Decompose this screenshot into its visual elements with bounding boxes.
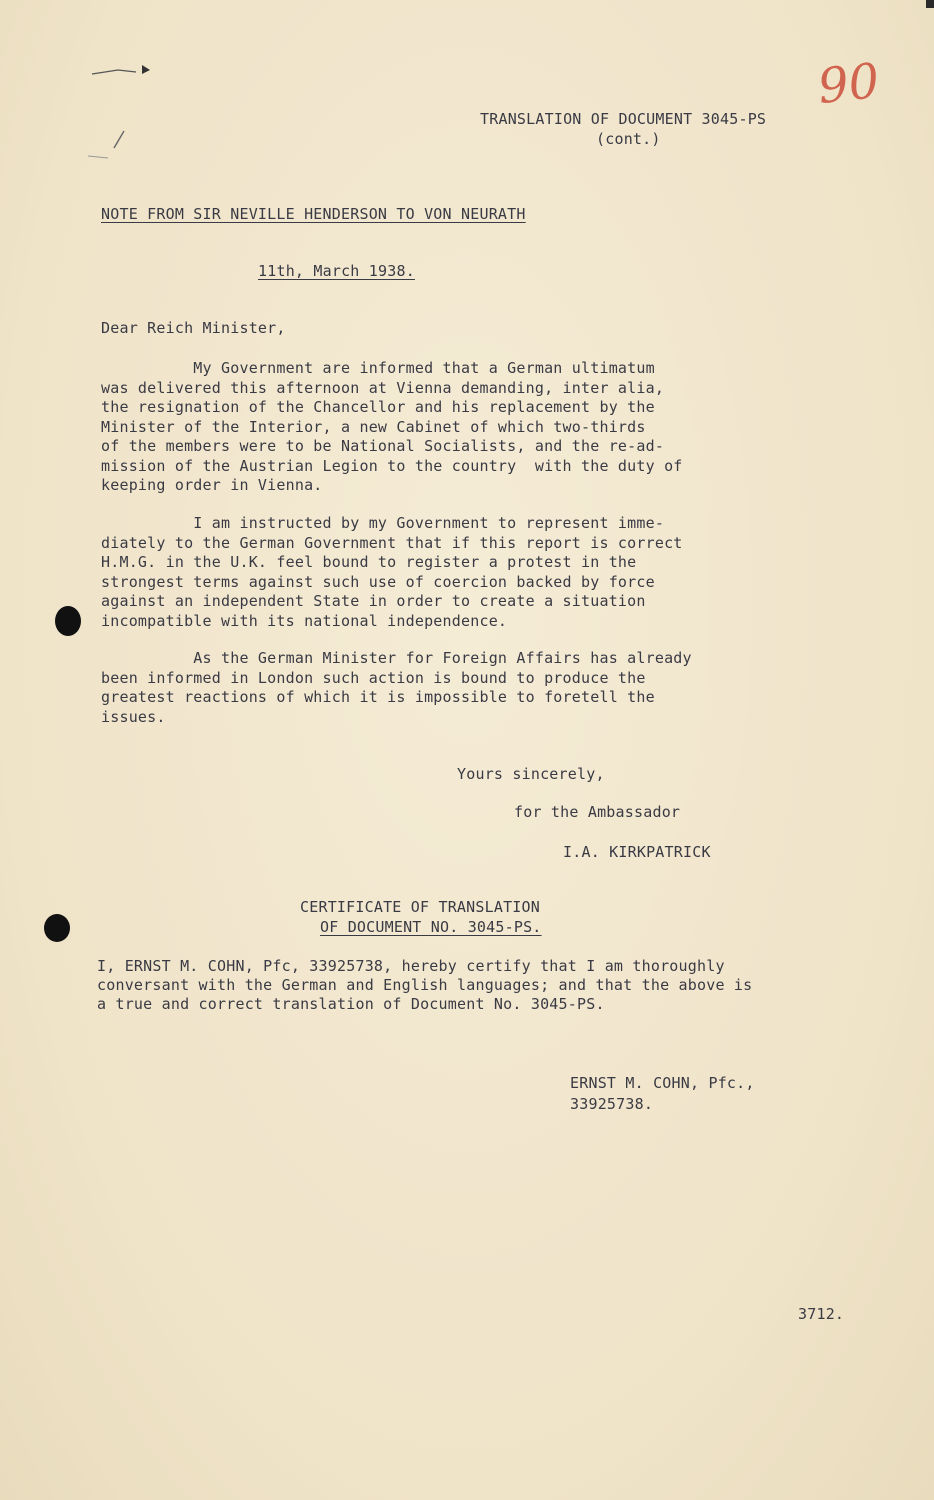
paragraph-line: diately to the German Government that if this report is correct — [101, 533, 683, 552]
corner-mark — [926, 0, 934, 8]
closing-yours: Yours sincerely, — [457, 765, 605, 783]
paragraph-line: greatest reactions of which it is impossible to foretell the — [101, 688, 655, 706]
certificate-title: CERTIFICATE OF TRANSLATION — [300, 898, 540, 916]
certificate-subtitle: OF DOCUMENT NO. 3045-PS. — [320, 918, 542, 936]
paragraph-line: mission of the Austrian Legion to the country with the duty of — [101, 456, 683, 475]
paragraph-line: H.M.G. in the U.K. feel bound to register a protest in the — [101, 553, 637, 571]
certificate-line: I, ERNST M. COHN, Pfc, 33925738, hereby certify that I am thoroughly — [97, 957, 725, 975]
paragraph-line: As the German Minister for Foreign Affairs has already — [101, 649, 692, 667]
page-number: 3712. — [798, 1305, 845, 1323]
paragraph-line: of the members were to be National Socialists, and the re-ad- — [101, 437, 665, 455]
closing-signatory: I.A. KIRKPATRICK — [563, 843, 711, 861]
certificate-line: a true and correct translation of Document No. 3045-PS. — [97, 995, 605, 1013]
closing-for: for the Ambassador — [514, 803, 681, 821]
header-title: TRANSLATION OF DOCUMENT 3045-PS — [480, 110, 767, 128]
paragraph-line: strongest terms against such use of coercion backed by force — [101, 572, 655, 591]
paragraph-line: Minister of the Interior, a new Cabinet of which two-thirds — [101, 417, 646, 436]
pencil-marks — [88, 56, 168, 166]
header-cont: (cont.) — [596, 130, 661, 148]
punch-hole — [44, 914, 70, 942]
paragraph-line: My Government are informed that a German ultimatum — [101, 359, 655, 377]
paragraph-line: been informed in London such action is bound to produce the — [101, 668, 646, 687]
punch-hole — [55, 606, 81, 636]
paragraph-line: issues. — [101, 707, 166, 726]
paragraph-line: was delivered this afternoon at Vienna demanding, inter alia, — [101, 378, 665, 397]
certificate-line: conversant with the German and English languages; and that the above is — [97, 976, 753, 994]
salutation: Dear Reich Minister, — [101, 319, 286, 337]
certificate-signer-name: ERNST M. COHN, Pfc., — [570, 1074, 755, 1092]
note-title: NOTE FROM SIR NEVILLE HENDERSON TO VON NEURATH — [101, 205, 526, 223]
paragraph-line: keeping order in Vienna. — [101, 476, 323, 494]
note-date: 11th, March 1938. — [258, 262, 415, 280]
folio-number: 90 — [815, 52, 882, 116]
paragraph-line: I am instructed by my Government to represent imme- — [101, 514, 665, 532]
paragraph-line: against an independent State in order to create a situation — [101, 592, 646, 610]
paragraph-line: incompatible with its national independence. — [101, 611, 508, 630]
paragraph-line: the resignation of the Chancellor and his replacement by the — [101, 398, 655, 416]
certificate-signer-number: 33925738. — [570, 1095, 654, 1113]
